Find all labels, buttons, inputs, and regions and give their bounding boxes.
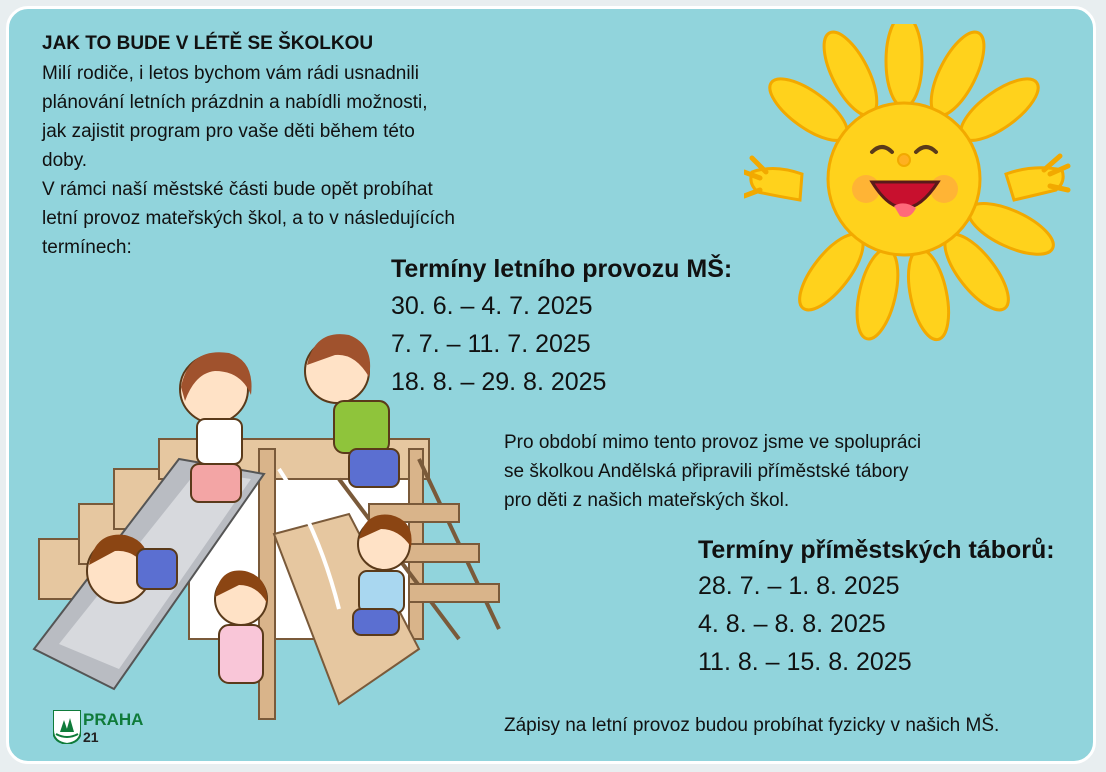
logo-city-name: PRAHA (83, 710, 144, 729)
logo-tree-emblem (53, 710, 81, 744)
date-range: 18. 8. – 29. 8. 2025 (391, 368, 607, 396)
sun-hand-left (744, 158, 802, 200)
intro-line: plánování letních prázdnin a nabídli možnosti, (42, 92, 428, 113)
date-range: 28. 7. – 1. 8. 2025 (698, 572, 900, 600)
intro-paragraph-2 (42, 175, 532, 262)
praha21-logo (53, 709, 153, 749)
day-camps-heading: Termíny příměstských táborů: (698, 536, 1055, 564)
intro-line: jak zajistit program pro vaše děti během této (42, 121, 415, 142)
sun-nose (898, 154, 910, 166)
intro-title: JAK TO BUDE V LÉTĚ SE ŠKOLKOU (42, 33, 374, 54)
intro-line: V rámci naší městské části bude opět probíhat (42, 179, 433, 200)
sun-illustration (744, 24, 1074, 344)
intro-paragraph-1 (42, 59, 522, 175)
date-range: 11. 8. – 15. 8. 2025 (698, 648, 912, 676)
child-top-left (180, 352, 252, 502)
child-standing (215, 571, 267, 683)
intro-line: doby. (42, 150, 88, 171)
flyer-card (6, 6, 1096, 764)
sun-face (828, 103, 980, 255)
summer-operation-heading: Termíny letního provozu MŠ: (391, 255, 733, 283)
day-camps-dates (698, 567, 912, 681)
sun-hand-right (1006, 156, 1068, 200)
date-range: 30. 6. – 4. 7. 2025 (391, 292, 593, 320)
date-range: 7. 7. – 11. 7. 2025 (391, 330, 591, 358)
intro-line: termínech: (42, 237, 132, 258)
registration-note: Zápisy na letní provoz budou probíhat fyzicky v našich MŠ. (504, 715, 1000, 736)
camps-info (504, 428, 1024, 515)
children-playground-illustration (19, 309, 519, 729)
date-range: 4. 8. – 8. 8. 2025 (698, 610, 886, 638)
logo-district-number: 21 (83, 729, 99, 745)
intro-line: Milí rodiče, i letos bychom vám rádi usnadnili (42, 63, 419, 84)
camps-info-line: Pro období mimo tento provoz jsme ve spolupráci (504, 432, 922, 453)
camps-info-line: se školkou Andělská připravili příměstské tábory (504, 461, 909, 482)
intro-line: letní provoz mateřských škol, a to v následujících (42, 208, 455, 229)
camps-info-line: pro děti z našich mateřských škol. (504, 490, 790, 511)
